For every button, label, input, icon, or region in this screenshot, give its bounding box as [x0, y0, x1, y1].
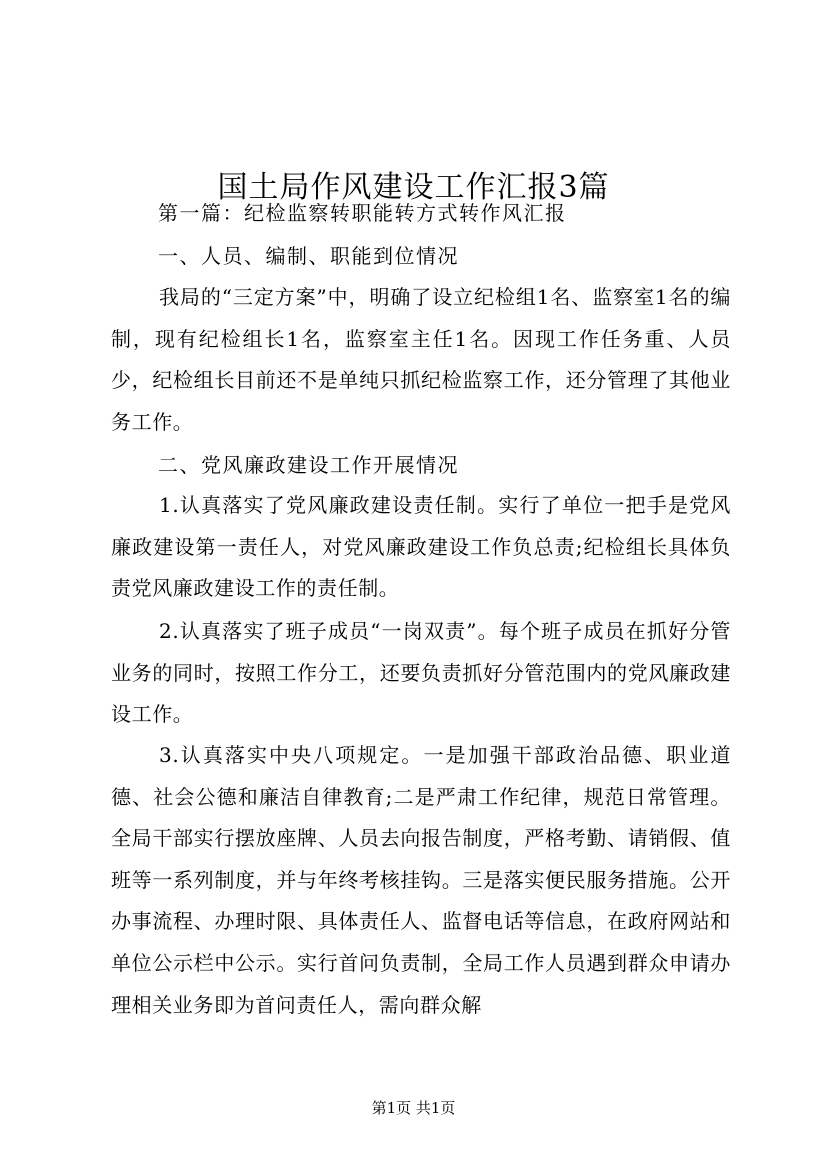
- paragraph-staffing: 我局的“三定方案”中，明确了设立纪检组1名、监察室1名的编制，现有纪检组长1名，监察室主任1名。因现工作任务重、人员少，纪检组长目前还不是单纯只抓纪检监察工作，还分管理了其他业务工作。: [111, 285, 731, 434]
- section-heading-staffing: 一、人员、编制、职能到位情况: [158, 244, 459, 268]
- document-subtitle: 第一篇：纪检监察转职能转方式转作风汇报: [158, 201, 567, 225]
- paragraph-eight-rules: 3.认真落实中央八项规定。一是加强干部政治品德、职业道德、社会公德和廉洁自律教育;二是严肃工作纪律，规范日常管理。全局干部实行摆放座牌、人员去向报告制度，严格考勤、请销假、值班等一系列制度，并与年终考核挂钩。三是落实便民服务措施。公开办事流程、办理时限、具体责任人、监督电话等信息，在政府网站和单位公示栏中公示。实行首问负责制，全局工作人员遇到群众申请办理相关业务即为首问责任人，需向群众解: [111, 743, 731, 1017]
- paragraph-one-post-two-duties: 2.认真落实了班子成员“一岗双责”。每个班子成员在抓好分管业务的同时，按照工作分工，还要负责抓好分管范围内的党风廉政建设工作。: [111, 619, 731, 727]
- paragraph-responsibility-system: 1.认真落实了党风廉政建设责任制。实行了单位一把手是党风廉政建设第一责任人，对党风廉政建设工作负总责;纪检组长具体负责党风廉政建设工作的责任制。: [111, 493, 731, 601]
- page-footer: 第1页 共1页: [371, 1099, 456, 1117]
- document-title: 国土局作风建设工作汇报3篇: [217, 170, 610, 206]
- section-heading-party-conduct: 二、党风廉政建设工作开展情况: [158, 453, 459, 477]
